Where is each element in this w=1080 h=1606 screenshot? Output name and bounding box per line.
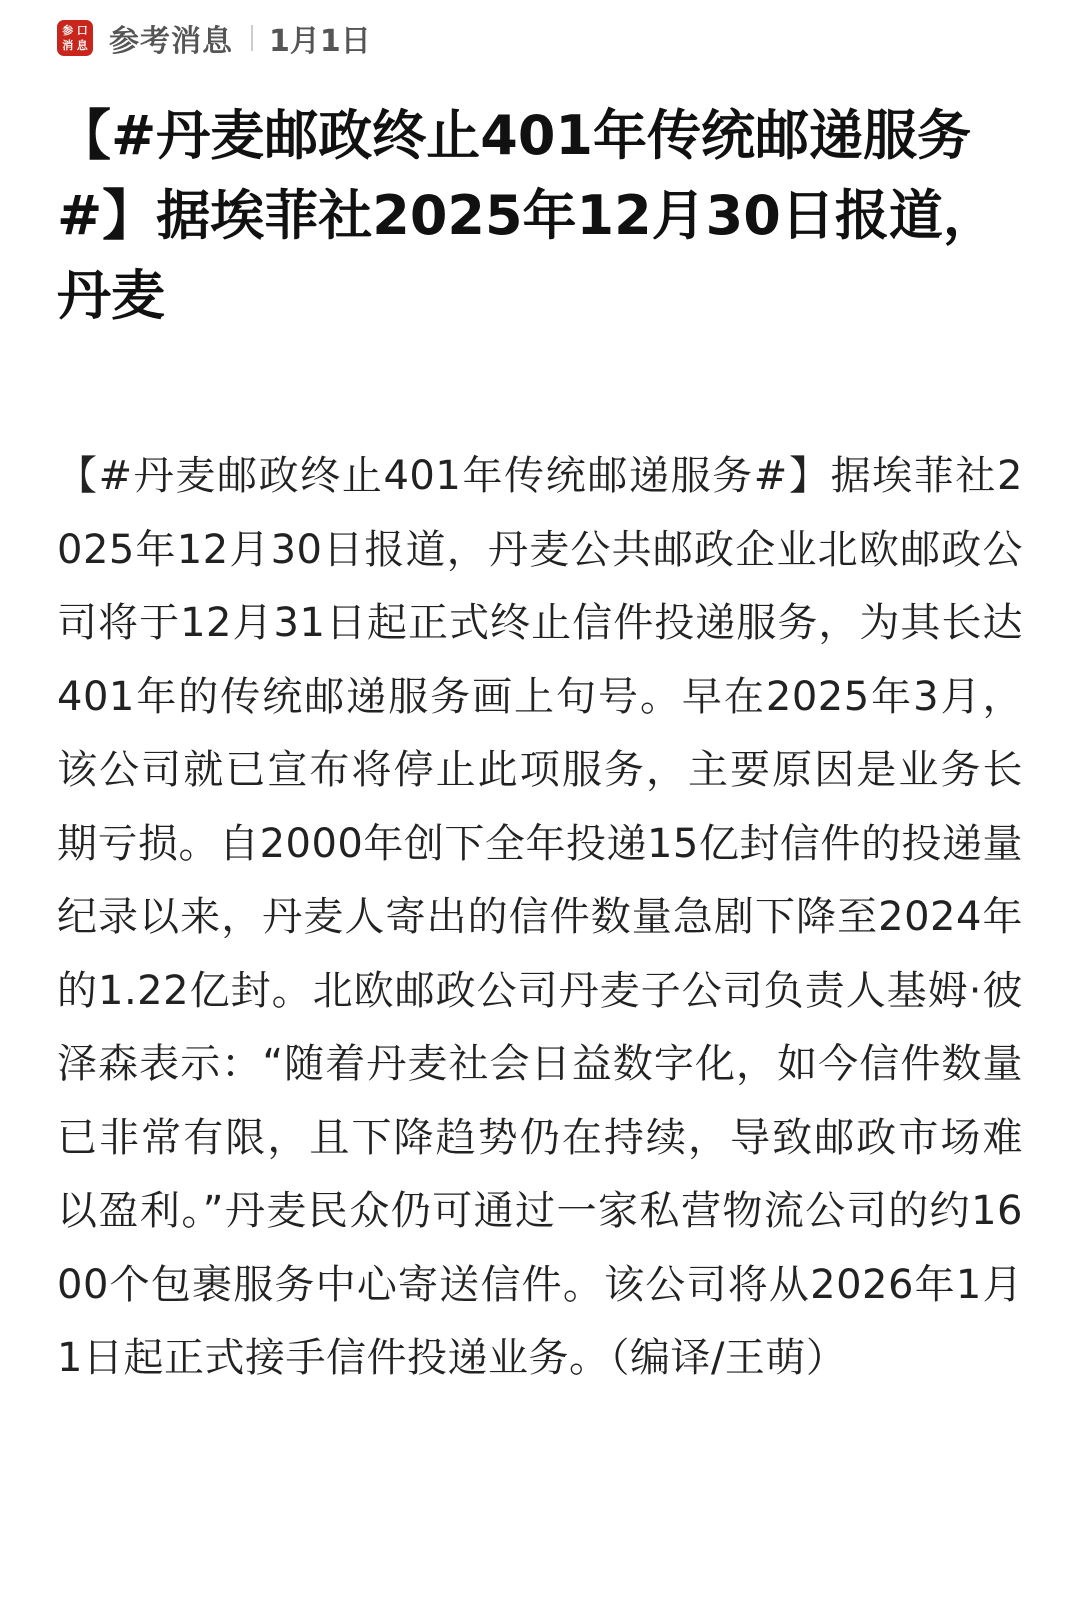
article-headline: 【#丹麦邮政终止401年传统邮递服务#】据埃菲社2025年12月30日报道，丹麦 (57, 104, 997, 327)
logo-glyph: 息 (76, 38, 88, 52)
publish-date: 1月1日 (269, 24, 371, 59)
logo-glyph: 口 (76, 24, 88, 37)
source-row[interactable] (57, 18, 371, 58)
source-name[interactable]: 参考消息 (109, 24, 233, 59)
source-logo-mark (61, 24, 89, 52)
article-body: 【#丹麦邮政终止401年传统邮递服务#】据埃菲社2025年12月30日报道，丹麦公共邮政企业北欧邮政公司将于12月31日起正式终止信件投递服务，为其长达401年的传统邮递服务画上句号。早在2025年3月，该公司就已宣布将停止此项服务，主要原因是业务长期亏损。自2000年创下全年投递15亿封信件的投递量纪录以来，丹麦人寄出的信件数量急剧下降至2024年的1.22亿封。北欧邮政公司丹麦子公司负责人基姆·彼泽森表示：“随着丹麦社会日益数字化，如今信件数量已非常有限，且下降趋势仍在持续，导致邮政市场难以盈利。”丹麦民众仍可通过一家私营物流公司的约1600个包裹服务中心寄送信件。该公司将从2026年1月1日起正式接手信件投递业务。（编译/王萌） (57, 453, 1023, 1381)
source-divider (251, 25, 253, 51)
logo-glyph: 消 (62, 38, 74, 52)
logo-glyph: 参 (62, 24, 74, 37)
source-logo-icon[interactable] (57, 20, 93, 56)
